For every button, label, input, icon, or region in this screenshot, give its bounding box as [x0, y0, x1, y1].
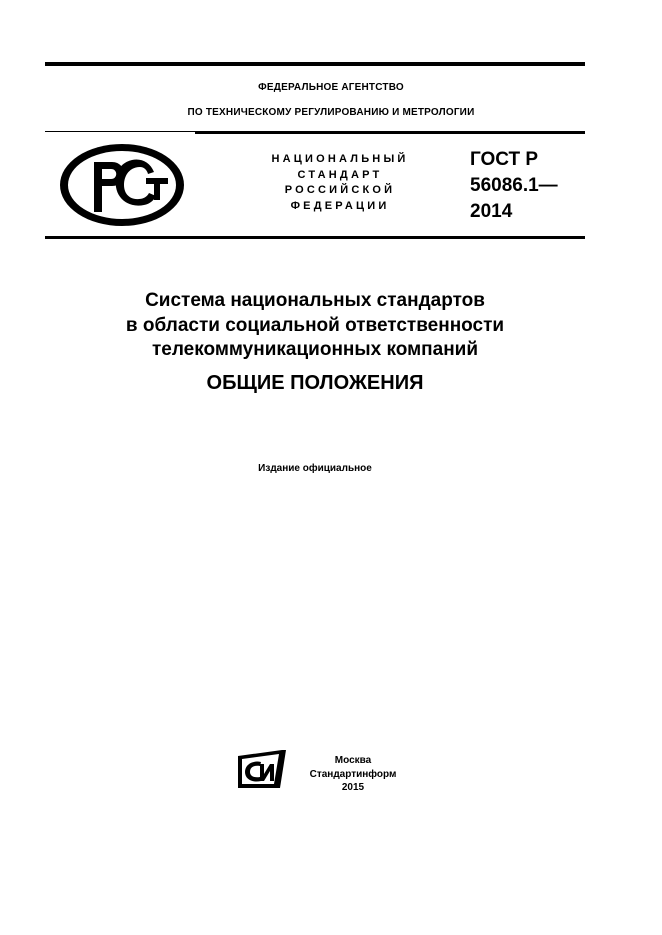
rst-logo: [58, 142, 186, 228]
top-rule: [45, 62, 585, 66]
document-title-line-3: телекоммуникационных компаний: [151, 339, 479, 360]
national-standard-line-3: РОССИЙСКОЙ: [284, 184, 396, 196]
publisher-year: 2015: [341, 782, 365, 793]
publisher-logo: [236, 748, 288, 790]
document-subtitle: ОБЩИЕ ПОЛОЖЕНИЯ: [206, 372, 424, 394]
national-standard-line-1: НАЦИОНАЛЬНЫЙ: [271, 153, 409, 165]
document-title-line-1: Система национальных стандартов: [145, 290, 485, 311]
header-bottom-rule: [45, 236, 585, 239]
standartinform-logo-icon: [236, 748, 288, 790]
edition-note: Издание официальное: [258, 463, 372, 474]
national-standard-label: [240, 152, 440, 214]
publisher-imprint: [302, 754, 404, 795]
agency-line-1: ФЕДЕРАЛЬНОЕ АГЕНТСТВО: [258, 82, 404, 93]
designation-line-1: ГОСТ Р: [470, 149, 539, 170]
rst-certification-mark-icon: [58, 142, 186, 228]
standard-designation: [470, 147, 558, 225]
document-title-line-2: в области социальной ответственности: [125, 315, 505, 336]
publisher-name: Стандартинформ: [309, 768, 397, 780]
header-top-rule-left: [45, 131, 195, 132]
agency-line-2: ПО ТЕХНИЧЕСКОМУ РЕГУЛИРОВАНИЮ И МЕТРОЛОГИИ: [187, 107, 475, 118]
national-standard-line-2: СТАНДАРТ: [297, 168, 383, 181]
header-top-rule-right: [195, 131, 585, 134]
designation-line-3: 2014: [470, 201, 513, 222]
publisher-city: Москва: [334, 755, 372, 766]
national-standard-line-4: ФЕДЕРАЦИИ: [290, 199, 390, 212]
designation-line-2: 56086.1—: [470, 175, 558, 196]
